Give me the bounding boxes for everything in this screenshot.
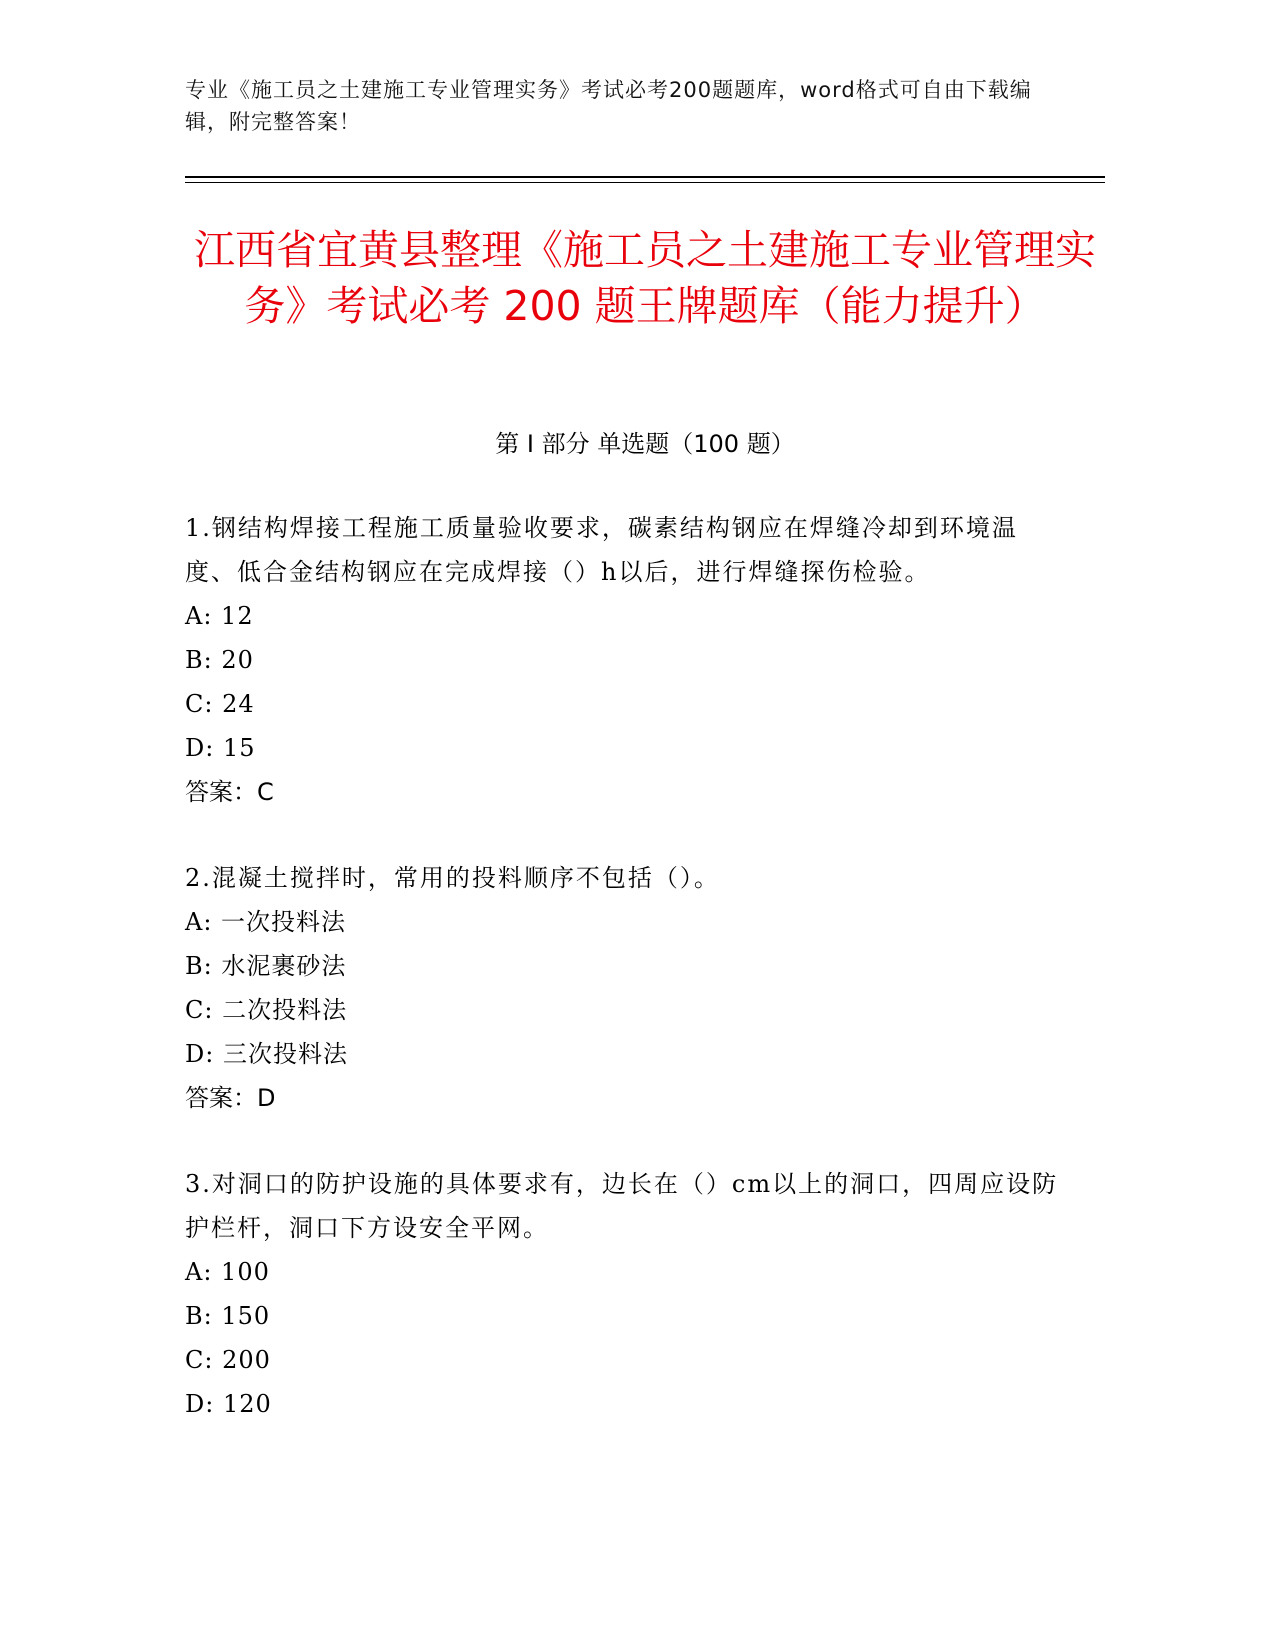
section-title: 第 I 部分 单选题（100 题） [495, 430, 795, 458]
header-divider-thin [185, 182, 1105, 183]
question-1 [185, 506, 1065, 814]
header-divider-thick [185, 176, 1105, 178]
question-stem: 1.钢结构焊接工程施工质量验收要求，碳素结构钢应在焊缝冷却到环境温度、低合金结构钢应在完成焊接（）h以后，进行焊缝探伤检验。 [185, 514, 1018, 586]
option-c: C: 二次投料法 [185, 996, 348, 1024]
option-c: C: 200 [185, 1346, 271, 1374]
header-note: 专业《施工员之土建施工专业管理实务》考试必考200题题库，word格式可自由下载编辑，附完整答案！ [185, 78, 1032, 134]
question-stem: 3.对洞口的防护设施的具体要求有，边长在（）cm以上的洞口，四周应设防护栏杆，洞口下方设安全平网。 [185, 1170, 1059, 1242]
option-a: A: 12 [185, 602, 254, 630]
option-a: A: 100 [185, 1258, 270, 1286]
answer: 答案：D [185, 1084, 276, 1112]
question-stem: 2.混凝土搅拌时，常用的投料顺序不包括（）。 [185, 864, 720, 892]
option-c: C: 24 [185, 690, 255, 718]
question-2 [185, 856, 1065, 1120]
option-d: D: 三次投料法 [185, 1040, 348, 1068]
option-b: B: 水泥裹砂法 [185, 952, 347, 980]
option-b: B: 20 [185, 646, 254, 674]
option-b: B: 150 [185, 1302, 271, 1330]
option-d: D: 15 [185, 734, 256, 762]
option-a: A: 一次投料法 [185, 908, 347, 936]
document-title: 江西省宜黄县整理《施工员之土建施工专业管理实务》考试必考 200 题王牌题库（能力提升） [194, 226, 1096, 330]
question-list [185, 506, 1065, 1468]
option-d: D: 120 [185, 1390, 272, 1418]
question-3 [185, 1162, 1065, 1426]
answer: 答案：C [185, 778, 274, 806]
